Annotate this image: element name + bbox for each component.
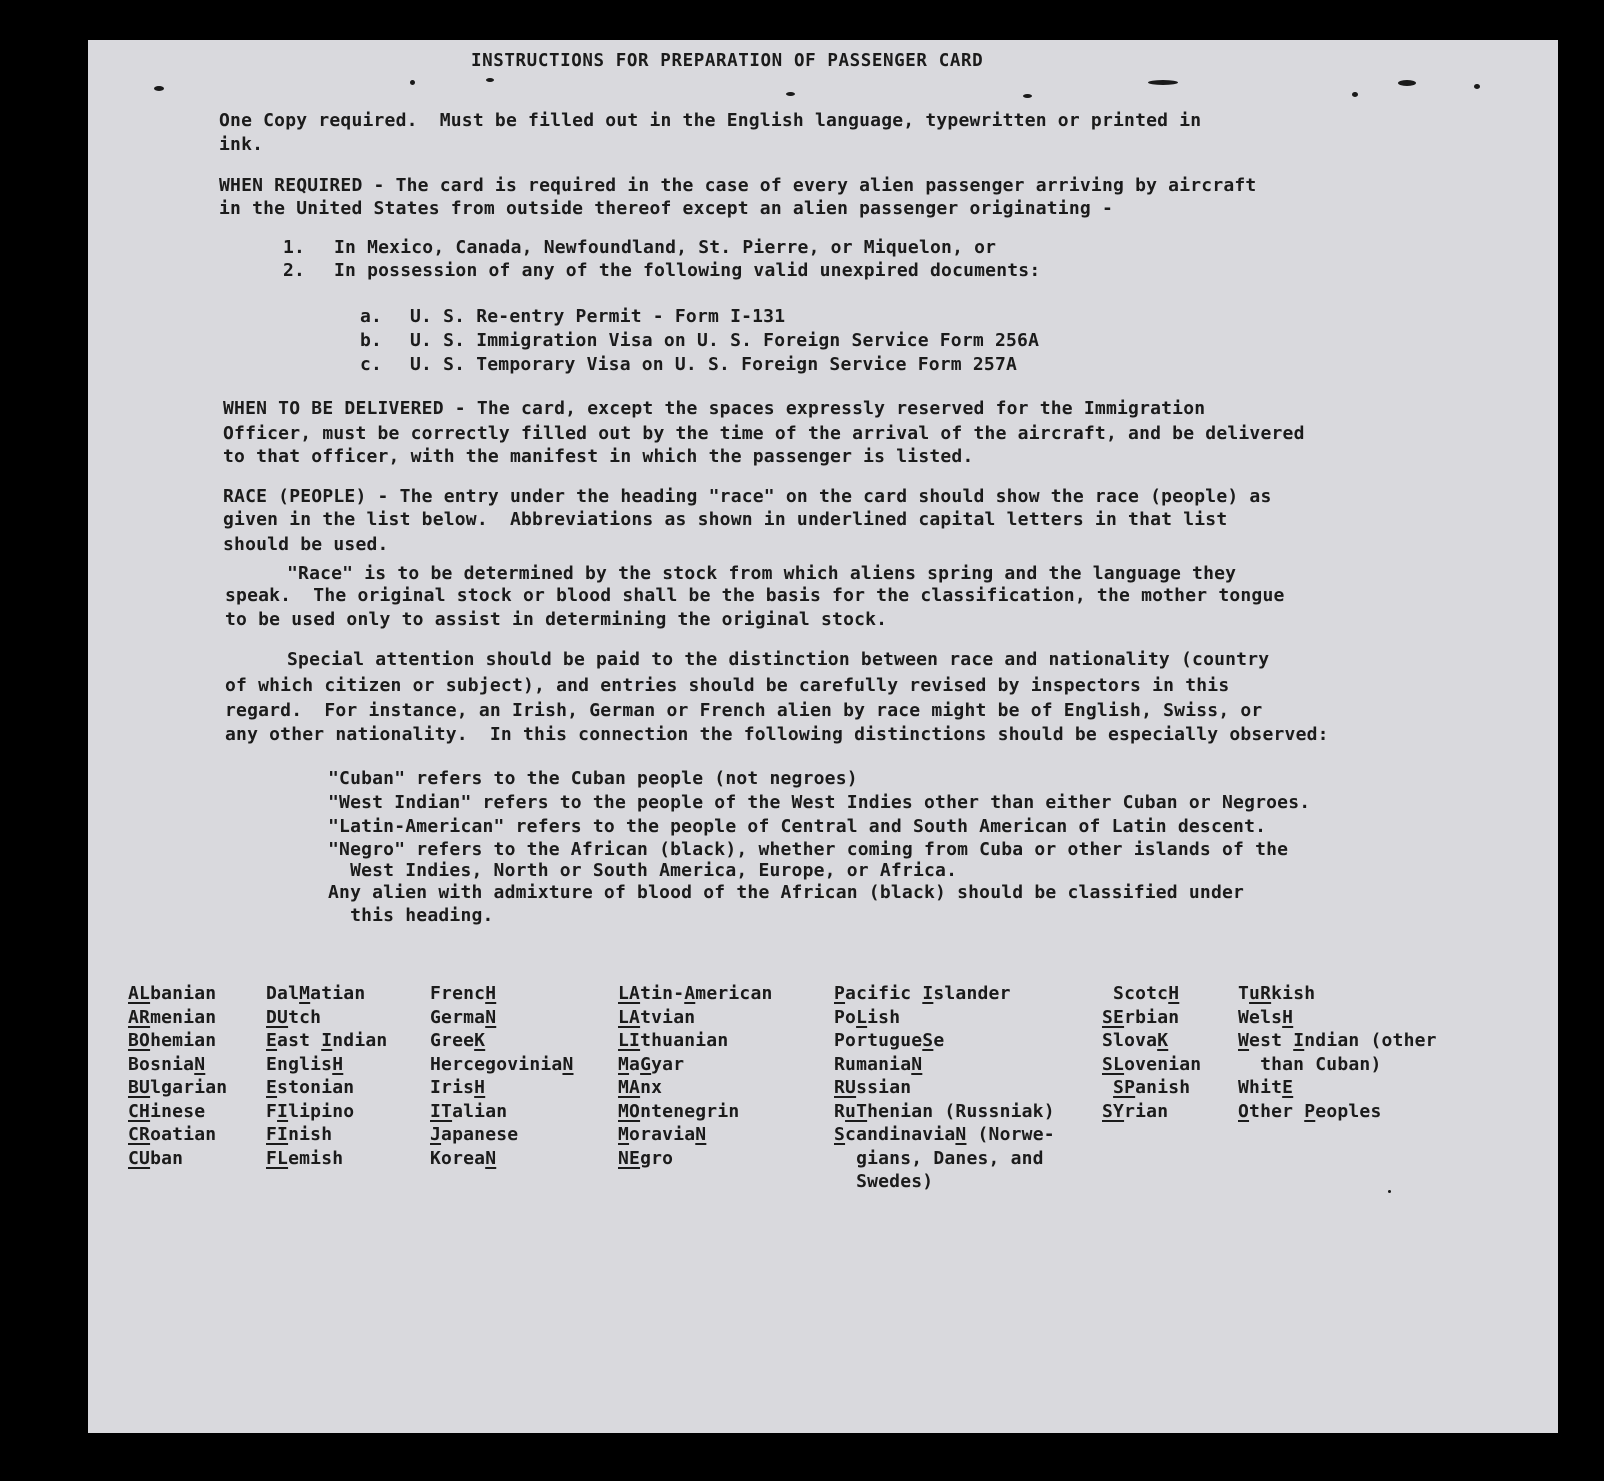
special-attention-line-4: any other nationality. In this connection the following distinctions should be especially observed: bbox=[225, 724, 1329, 745]
race-entry: MAnx bbox=[618, 1077, 663, 1098]
race-entry: RuThenian (Russniak) bbox=[834, 1100, 1055, 1122]
race-entry: LAtin-American bbox=[618, 983, 773, 1004]
when-delivered-line-3: to that officer, with the manifest in which the passenger is listed. bbox=[223, 446, 974, 467]
race-entry: HercegoviniaN bbox=[430, 1053, 574, 1075]
document-letter-c: c. bbox=[360, 354, 383, 375]
race-entry: SlovaK bbox=[1102, 1030, 1169, 1051]
race-entry: WhitE bbox=[1238, 1077, 1294, 1098]
distinction-latin-american: "Latin-American" refers to the people of Central and South American of Latin descent. bbox=[328, 816, 1267, 837]
race-entry: Japanese bbox=[430, 1124, 519, 1145]
race-definition-line-2: speak. The original stock or blood shall be the basis for the classification, the mother tongue bbox=[225, 585, 1285, 606]
race-entry: NEgro bbox=[618, 1147, 674, 1169]
race-list-column-5 bbox=[834, 982, 1055, 1194]
race-entry: FIlipino bbox=[266, 1100, 355, 1122]
race-entry: TuRkish bbox=[1238, 983, 1316, 1004]
origin-number-1: 1. bbox=[283, 237, 306, 258]
race-entry: ALbanian bbox=[128, 983, 217, 1004]
distinction-admixture: Any alien with admixture of blood of the African (black) should be classified under bbox=[328, 882, 1245, 903]
race-definition-line-1: "Race" is to be determined by the stock from which aliens spring and the language they bbox=[287, 563, 1237, 584]
race-list-column-7 bbox=[1238, 982, 1437, 1123]
origin-text-2: In possession of any of the following valid unexpired documents: bbox=[334, 260, 1041, 281]
race-section-line-2: given in the list below. Abbreviations as shown in underlined capital letters in that list bbox=[223, 509, 1228, 530]
race-entry: Pacific Islander bbox=[834, 983, 1011, 1004]
page-title: INSTRUCTIONS FOR PREPARATION OF PASSENGER CARD bbox=[471, 51, 984, 71]
race-entry: KoreaN bbox=[430, 1147, 497, 1169]
race-entry: FLemish bbox=[266, 1147, 344, 1169]
race-entry: Other Peoples bbox=[1238, 1100, 1382, 1122]
race-entry: ITalian bbox=[430, 1100, 508, 1122]
when-required-line-2: in the United States from outside thereof except an alien passenger originating - bbox=[219, 198, 1113, 219]
race-entry: RumaniaN bbox=[834, 1053, 923, 1075]
race-entry: MoraviaN bbox=[618, 1124, 707, 1145]
race-entry: BOhemian bbox=[128, 1030, 217, 1051]
race-entry: PortugueSe bbox=[834, 1030, 945, 1051]
race-entry: MaGyar bbox=[618, 1053, 685, 1075]
race-entry: West Indian (other bbox=[1238, 1030, 1437, 1051]
race-section-line-3: should be used. bbox=[223, 534, 389, 555]
race-entry: ScotcH bbox=[1102, 983, 1180, 1004]
race-entry: FrencH bbox=[430, 983, 497, 1004]
race-entry: Estonian bbox=[266, 1077, 355, 1098]
race-entry: DalMatian bbox=[266, 983, 366, 1004]
race-entry: WelsH bbox=[1238, 1006, 1294, 1028]
distinction-admixture-continued: this heading. bbox=[328, 905, 494, 926]
race-entry: CUban bbox=[128, 1147, 184, 1169]
race-entry: ARmenian bbox=[128, 1006, 217, 1028]
distinction-negro: "Negro" refers to the African (black), whether coming from Cuba or other islands of the bbox=[328, 839, 1289, 860]
document-text-b: U. S. Immigration Visa on U. S. Foreign Service Form 256A bbox=[410, 330, 1040, 351]
race-entry: MOntenegrin bbox=[618, 1100, 740, 1122]
race-entry-continued: Swedes) bbox=[834, 1171, 934, 1192]
when-delivered-line-2: Officer, must be correctly filled out by the time of the arrival of the aircraft, and be delivered bbox=[223, 423, 1305, 444]
race-list-column-3 bbox=[430, 982, 574, 1170]
intro-line-2: ink. bbox=[219, 134, 264, 155]
intro-line-1: One Copy required. Must be filled out in the English language, typewritten or printed in bbox=[219, 110, 1202, 131]
special-attention-line-1: Special attention should be paid to the distinction between race and nationality (country bbox=[287, 649, 1270, 670]
race-entry: BosniaN bbox=[128, 1053, 206, 1075]
race-entry: IrisH bbox=[430, 1077, 486, 1098]
race-entry: FInish bbox=[266, 1124, 333, 1145]
special-attention-line-2: of which citizen or subject), and entries should be carefully revised by inspectors in this bbox=[225, 675, 1230, 696]
document-page bbox=[88, 40, 1558, 1433]
race-entry: East Indian bbox=[266, 1030, 388, 1051]
race-entry: LIthuanian bbox=[618, 1030, 729, 1051]
race-entry: ScandinaviaN (Norwe- bbox=[834, 1124, 1055, 1145]
race-entry: CHinese bbox=[128, 1100, 206, 1122]
when-delivered-line-1: WHEN TO BE DELIVERED - The card, except the spaces expressly reserved for the Immigration bbox=[223, 398, 1206, 419]
race-entry-continued: than Cuban) bbox=[1238, 1053, 1382, 1075]
race-definition-line-3: to be used only to assist in determining the original stock. bbox=[225, 609, 888, 630]
document-text-a: U. S. Re-entry Permit - Form I-131 bbox=[410, 306, 786, 327]
race-entry: SLovenian bbox=[1102, 1053, 1202, 1075]
race-entry: CRoatian bbox=[128, 1124, 217, 1145]
race-entry: GreeK bbox=[430, 1030, 486, 1051]
race-entry: GermaN bbox=[430, 1006, 497, 1028]
race-entry: PoLish bbox=[834, 1006, 901, 1028]
race-entry: EnglisH bbox=[266, 1053, 344, 1075]
race-list-column-4 bbox=[618, 982, 773, 1170]
special-attention-line-3: regard. For instance, an Irish, German or French alien by race might be of English, Swiss, or bbox=[225, 700, 1263, 721]
distinction-west-indian: "West Indian" refers to the people of the West Indies other than either Cuban or Negroes. bbox=[328, 792, 1311, 813]
race-list-column-1 bbox=[128, 982, 227, 1170]
distinction-cuban: "Cuban" refers to the Cuban people (not negroes) bbox=[328, 768, 858, 789]
race-list-column-2 bbox=[266, 982, 387, 1170]
race-entry: SErbian bbox=[1102, 1006, 1180, 1028]
race-entry: RUssian bbox=[834, 1077, 912, 1098]
race-entry: SYrian bbox=[1102, 1100, 1169, 1122]
origin-number-2: 2. bbox=[283, 260, 306, 281]
document-text-c: U. S. Temporary Visa on U. S. Foreign Service Form 257A bbox=[410, 354, 1018, 375]
distinction-negro-continued: West Indies, North or South America, Europe, or Africa. bbox=[328, 860, 958, 881]
race-entry: LAtvian bbox=[618, 1006, 696, 1028]
document-letter-b: b. bbox=[360, 330, 383, 351]
race-list-column-6 bbox=[1102, 982, 1201, 1123]
race-entry: SPanish bbox=[1113, 1077, 1191, 1098]
when-required-line-1: WHEN REQUIRED - The card is required in the case of every alien passenger arriving by aircraft bbox=[219, 175, 1257, 196]
race-entry-continued: gians, Danes, and bbox=[834, 1147, 1044, 1169]
document-letter-a: a. bbox=[360, 306, 383, 327]
race-entry: BUlgarian bbox=[128, 1077, 228, 1098]
origin-text-1: In Mexico, Canada, Newfoundland, St. Pierre, or Miquelon, or bbox=[334, 237, 997, 258]
race-section-line-1: RACE (PEOPLE) - The entry under the heading "race" on the card should show the race (people) as bbox=[223, 486, 1272, 507]
race-entry: DUtch bbox=[266, 1006, 322, 1028]
